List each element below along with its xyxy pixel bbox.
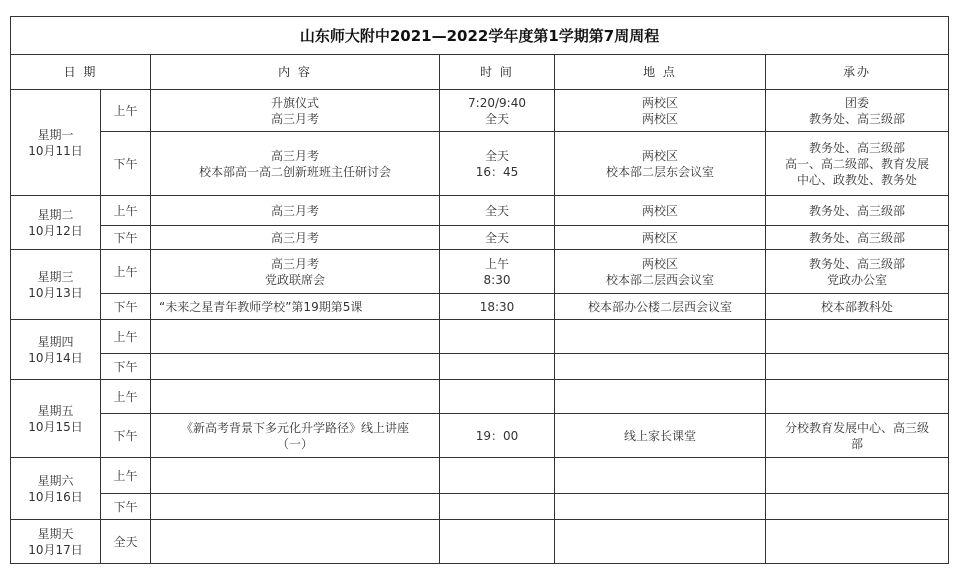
weekly-schedule-table [10, 16, 949, 564]
location-cell: 两校区 两校区 [555, 90, 766, 132]
location-cell [555, 380, 766, 414]
schedule-row [11, 132, 949, 196]
content-cell: 《新高考背景下多元化升学路径》线上讲座 （一） [151, 414, 440, 458]
schedule-row [11, 354, 949, 380]
time-cell: 19：00 [440, 414, 555, 458]
schedule-row [11, 250, 949, 294]
time-cell [440, 380, 555, 414]
schedule-row [11, 414, 949, 458]
time-cell: 全天 [440, 226, 555, 250]
day-date: 10月11日 [28, 143, 83, 158]
location-cell: 两校区 校本部二层东会议室 [555, 132, 766, 196]
organizer-cell: 教务处、高三级部 高一、高二级部、教育发展 中心、政教处、教务处 [766, 132, 949, 196]
period-cell: 下午 [101, 132, 151, 196]
day-cell [11, 90, 101, 196]
schedule-row [11, 320, 949, 354]
period-cell: 下午 [101, 226, 151, 250]
content-cell [151, 320, 440, 354]
period-cell: 下午 [101, 494, 151, 520]
day-date: 10月16日 [28, 489, 83, 504]
organizer-cell: 教务处、高三级部 [766, 226, 949, 250]
content-cell: 高三月考 [151, 226, 440, 250]
location-cell: 两校区 [555, 226, 766, 250]
schedule-row [11, 226, 949, 250]
day-name: 星期天 [37, 526, 74, 541]
time-cell [440, 458, 555, 494]
header-row [11, 55, 949, 90]
location-cell: 线上家长课堂 [555, 414, 766, 458]
day-date: 10月13日 [28, 285, 83, 300]
header-organizer: 承办 [766, 55, 949, 90]
day-name: 星期五 [37, 403, 74, 418]
day-name: 星期二 [37, 207, 74, 222]
schedule-title: 山东师大附中2021—2022学年度第1学期第7周周程 [11, 17, 949, 55]
organizer-cell [766, 380, 949, 414]
content-cell [151, 520, 440, 564]
schedule-row [11, 458, 949, 494]
content-cell: 高三月考 校本部高一高二创新班班主任研讨会 [151, 132, 440, 196]
schedule-row [11, 294, 949, 320]
location-cell: 两校区 校本部二层西会议室 [555, 250, 766, 294]
content-cell [151, 380, 440, 414]
day-cell [11, 196, 101, 250]
day-date: 10月15日 [28, 419, 83, 434]
time-cell [440, 494, 555, 520]
schedule-row [11, 380, 949, 414]
day-name: 星期六 [37, 473, 74, 488]
header-time: 时 间 [440, 55, 555, 90]
content-cell [151, 458, 440, 494]
organizer-cell: 教务处、高三级部 [766, 196, 949, 226]
time-cell [440, 520, 555, 564]
period-cell: 上午 [101, 380, 151, 414]
day-name: 星期四 [37, 334, 74, 349]
day-date: 10月12日 [28, 223, 83, 238]
time-cell [440, 320, 555, 354]
time-cell: 全天 16：45 [440, 132, 555, 196]
day-cell [11, 380, 101, 458]
organizer-cell [766, 494, 949, 520]
time-cell [440, 354, 555, 380]
organizer-cell [766, 458, 949, 494]
organizer-cell [766, 520, 949, 564]
day-cell [11, 458, 101, 520]
period-cell: 下午 [101, 294, 151, 320]
location-cell: 两校区 [555, 196, 766, 226]
location-cell [555, 458, 766, 494]
time-cell: 18:30 [440, 294, 555, 320]
day-cell [11, 320, 101, 380]
schedule-row [11, 90, 949, 132]
organizer-cell: 团委 教务处、高三级部 [766, 90, 949, 132]
period-cell: 下午 [101, 414, 151, 458]
day-date: 10月14日 [28, 350, 83, 365]
content-cell: 高三月考 [151, 196, 440, 226]
content-cell [151, 494, 440, 520]
location-cell [555, 520, 766, 564]
period-cell: 全天 [101, 520, 151, 564]
content-cell: “未来之星青年教师学校”第19期第5课 [151, 294, 440, 320]
organizer-cell: 分校教育发展中心、高三级 部 [766, 414, 949, 458]
period-cell: 上午 [101, 320, 151, 354]
schedule-row [11, 494, 949, 520]
day-cell [11, 250, 101, 320]
time-cell: 上午 8:30 [440, 250, 555, 294]
location-cell [555, 320, 766, 354]
content-cell: 高三月考 党政联席会 [151, 250, 440, 294]
content-cell: 升旗仪式 高三月考 [151, 90, 440, 132]
schedule-row [11, 520, 949, 564]
location-cell: 校本部办公楼二层西会议室 [555, 294, 766, 320]
content-cell [151, 354, 440, 380]
period-cell: 上午 [101, 196, 151, 226]
period-cell: 上午 [101, 250, 151, 294]
title-row [11, 17, 949, 55]
day-name: 星期三 [37, 269, 74, 284]
time-cell: 全天 [440, 196, 555, 226]
header-date: 日 期 [11, 55, 151, 90]
period-cell: 上午 [101, 458, 151, 494]
time-cell: 7:20/9:40 全天 [440, 90, 555, 132]
period-cell: 上午 [101, 90, 151, 132]
day-name: 星期一 [37, 127, 74, 142]
organizer-cell [766, 354, 949, 380]
organizer-cell [766, 320, 949, 354]
header-content: 内 容 [151, 55, 440, 90]
header-location: 地 点 [555, 55, 766, 90]
schedule-row [11, 196, 949, 226]
organizer-cell: 校本部教科处 [766, 294, 949, 320]
period-cell: 下午 [101, 354, 151, 380]
day-date: 10月17日 [28, 542, 83, 557]
organizer-cell: 教务处、高三级部 党政办公室 [766, 250, 949, 294]
location-cell [555, 354, 766, 380]
day-cell [11, 520, 101, 564]
location-cell [555, 494, 766, 520]
